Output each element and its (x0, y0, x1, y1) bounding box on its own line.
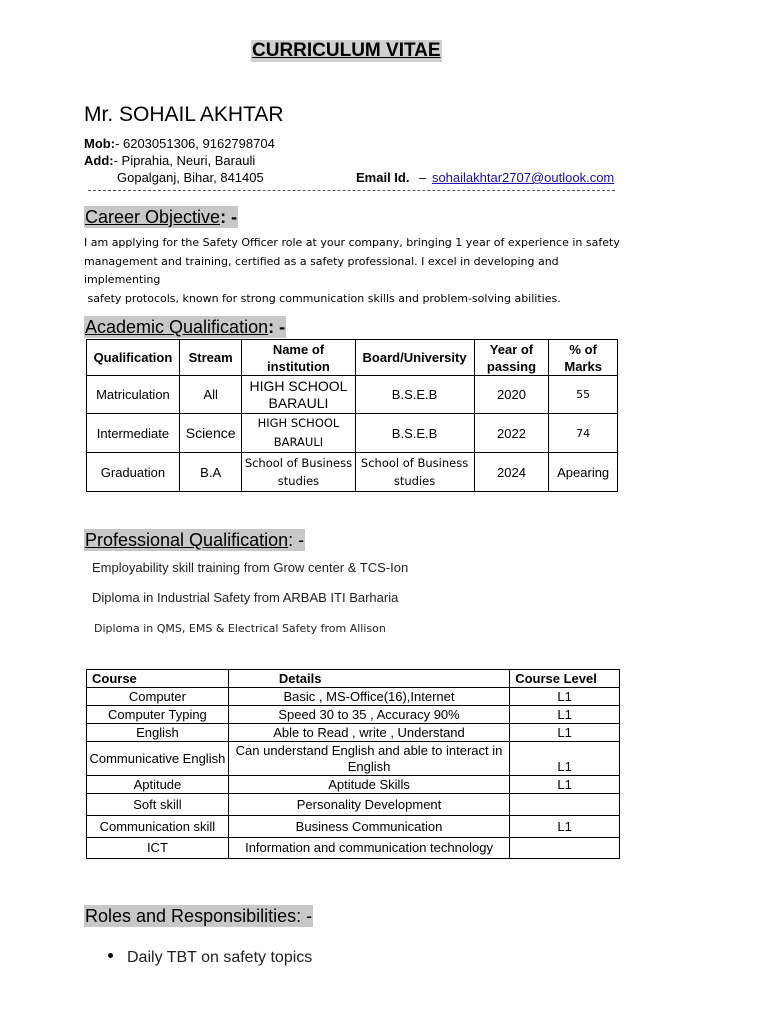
header-course-level: Course Level (510, 670, 620, 688)
table-row (87, 414, 618, 453)
cell-level (510, 794, 620, 816)
address-line-2: Gopalganj, Bihar, 841405 (117, 170, 264, 185)
header-details: Details (228, 670, 509, 688)
cell-board: B.S.E.B (355, 414, 474, 453)
cell-marks: 74 (549, 414, 618, 453)
cell-marks: Apearing (549, 453, 618, 492)
table-row (87, 688, 620, 706)
cell-institution: HIGH SCHOOL BARAULI (242, 376, 355, 414)
table-row (87, 776, 620, 794)
academic-qualification-suffix: : - (268, 317, 286, 337)
mobile-label: Mob: (84, 136, 116, 151)
cell-marks: 55 (549, 376, 618, 414)
table-row (87, 453, 618, 492)
header-institution: Name of institution (242, 340, 355, 376)
career-objective-heading (84, 206, 238, 228)
cell-year: 2022 (474, 414, 549, 453)
mobile-value: - 6203051306, 9162798704 (115, 136, 275, 151)
roles-item: Daily TBT on safety topics (127, 949, 313, 966)
cell-level: L1 (510, 688, 620, 706)
table-row (87, 816, 620, 838)
address-line-1 (84, 152, 255, 169)
cell-level: L1 (510, 776, 620, 794)
cell-stream: B.A (179, 453, 242, 492)
list-item (108, 948, 312, 968)
cell-level: L1 (510, 706, 620, 724)
table-row (87, 706, 620, 724)
cell-board: School of Business studies (355, 453, 474, 492)
cell-details: Basic , MS-Office(16),Internet (228, 688, 509, 706)
professional-qualification-suffix: : - (288, 530, 305, 550)
cell-details: Business Communication (228, 816, 509, 838)
cell-course: Communicative English (87, 742, 229, 776)
bullet-icon (108, 953, 113, 958)
cell-level: L1 (510, 816, 620, 838)
professional-qualification-title: Professional Qualification (85, 530, 289, 550)
cell-details: Information and communication technology (228, 838, 509, 859)
address-label: Add: (84, 153, 114, 168)
cell-qualification: Graduation (87, 453, 180, 492)
cell-course: Communication skill (87, 816, 229, 838)
cell-stream: All (179, 376, 242, 414)
cell-details: Personality Development (228, 794, 509, 816)
cell-level (510, 838, 620, 859)
cell-details: Aptitude Skills (228, 776, 509, 794)
table-row (87, 376, 618, 414)
cell-course: Soft skill (87, 794, 229, 816)
table-header-row (87, 340, 618, 376)
career-objective-suffix: : - (220, 207, 238, 227)
cell-board: B.S.E.B (355, 376, 474, 414)
cell-institution: HIGH SCHOOL BARAULI (242, 414, 355, 453)
cell-details: Can understand English and able to interact in English (228, 742, 509, 776)
cell-course: Computer (87, 688, 229, 706)
objective-line: I am applying for the Safety Officer role at your company, bringing 1 year of experience in safety (84, 236, 620, 249)
cell-course: English (87, 724, 229, 742)
professional-qualification-heading (84, 529, 305, 551)
header-stream: Stream (179, 340, 242, 376)
document-title: CURRICULUM VITAE (252, 40, 441, 61)
cell-course: Computer Typing (87, 706, 229, 724)
career-objective-title: Career Objective (85, 207, 221, 227)
cell-year: 2020 (474, 376, 549, 414)
header-qualification: Qualification (87, 340, 180, 376)
table-row (87, 794, 620, 816)
separator-line (88, 190, 615, 191)
mobile-line (84, 135, 275, 152)
academic-qualification-title: Academic Qualification (85, 317, 269, 337)
career-objective-text (84, 234, 624, 308)
cell-qualification: Matriculation (87, 376, 180, 414)
objective-line: management and training, certified as a safety professional. I excel in developing and implementing (84, 254, 559, 286)
professional-item: Diploma in Industrial Safety from ARBAB ITI Barharia (92, 590, 399, 605)
table-row (87, 742, 620, 776)
email-label: Email Id. (356, 170, 410, 185)
table-row (87, 724, 620, 742)
email-separator: – (419, 170, 427, 185)
cell-stream: Science (179, 414, 242, 453)
academic-table (86, 339, 618, 492)
table-row (87, 838, 620, 859)
cell-level: L1 (510, 724, 620, 742)
header-board: Board/University (355, 340, 474, 376)
skills-table (86, 669, 620, 859)
candidate-name: Mr. SOHAIL AKHTAR (84, 103, 284, 126)
cell-year: 2024 (474, 453, 549, 492)
academic-qualification-heading (84, 316, 286, 338)
email-line (356, 169, 614, 186)
professional-item: Diploma in QMS, EMS & Electrical Safety from Allison (94, 622, 386, 635)
cell-details: Able to Read , write , Understand (228, 724, 509, 742)
professional-item: Employability skill training from Grow center & TCS-Ion (92, 560, 409, 575)
cell-institution: School of Business studies (242, 453, 355, 492)
roles-suffix: : - (296, 906, 313, 926)
cell-qualification: Intermediate (87, 414, 180, 453)
roles-heading (84, 905, 313, 927)
roles-title: Roles and Responsibilities (85, 906, 297, 926)
cell-details: Speed 30 to 35 , Accuracy 90% (228, 706, 509, 724)
header-course: Course (87, 670, 229, 688)
email-link[interactable]: sohailakhtar2707@outlook.com (431, 170, 615, 185)
header-year: Year of passing (474, 340, 549, 376)
cell-course: ICT (87, 838, 229, 859)
header-marks: % of Marks (549, 340, 618, 376)
objective-line: safety protocols, known for strong communication skills and problem-solving abilities. (84, 291, 561, 305)
table-header-row (87, 670, 620, 688)
address-value: - Piprahia, Neuri, Barauli (113, 153, 256, 168)
cell-course: Aptitude (87, 776, 229, 794)
cell-level: L1 (510, 742, 620, 776)
